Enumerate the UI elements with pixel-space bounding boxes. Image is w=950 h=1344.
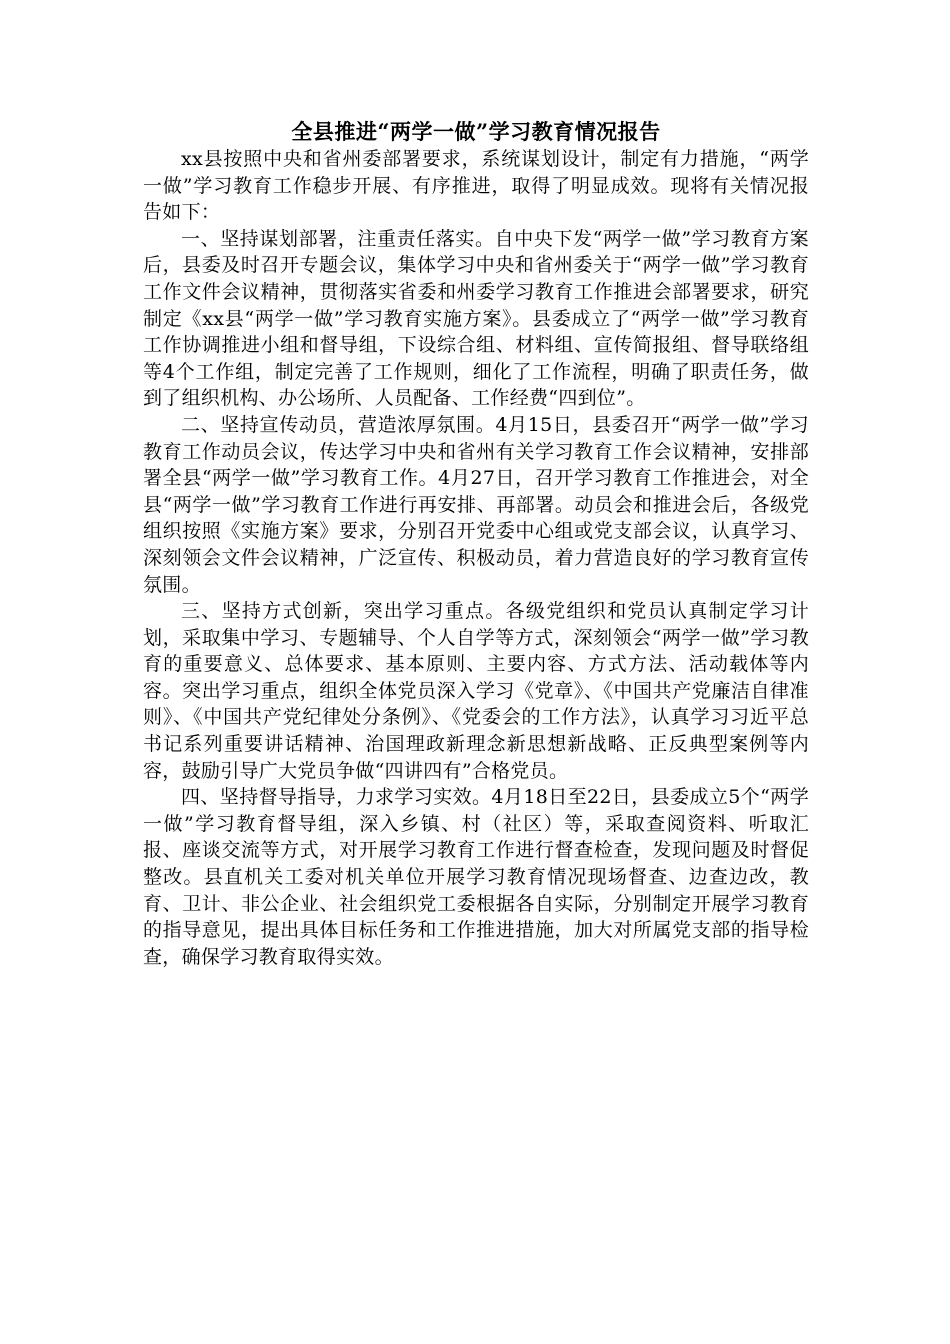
document-title: 全县推进“两学一做”学习教育情况报告: [291, 119, 661, 144]
section-4-paragraph: 四、坚持督导指导，力求学习实效。4月18日至22日，县委成立5个“两学一做”学习教育督导组，深入乡镇、村（社区）等，采取查阅资料、听取汇报、座谈交流等方式，对开展学习教育工作进行督查检查，发现问题及时督促整改。县直机关工委对机关单位开展学习教育情况现场督查、边查边改，教育、卫计、非公企业、社会组织党工委根据各自实际，分别制定开展学习教育的指导意见，提出具体目标任务和工作推进措施，加大对所属党支部的指导检查，确保学习教育取得实效。: [143, 786, 809, 968]
document-page: [143, 118, 809, 970]
section-2-paragraph: 二、坚持宣传动员，营造浓厚氛围。4月15日，县委召开“两学一做”学习教育工作动员会议，传达学习中央和省州有关学习教育工作会议精神，安排部署全县“两学一做”学习教育工作。4月27日，召开学习教育工作推进会，对全县“两学一做”学习教育工作进行再安排、再部署。动员会和推进会后，各级党组织按照《实施方案》要求，分别召开党委中心组或党支部会议，认真学习、深刻领会文件会议精神，广泛宣传、积极动员，着力营造良好的学习教育宣传氛围。: [143, 413, 809, 596]
intro-paragraph: xx县按照中央和省州委部署要求，系统谋划设计，制定有力措施，“两学一做”学习教育工作稳步开展、有序推进，取得了明显成效。现将有关情况报告如下：: [143, 148, 809, 224]
section-1-paragraph: 一、坚持谋划部署，注重责任落实。自中央下发“两学一做”学习教育方案后，县委及时召开专题会议，集体学习中央和省州委关于“两学一做”学习教育工作文件会议精神，贯彻落实省委和州委学习教育工作推进会部署要求，研究制定《xx县“两学一做”学习教育实施方案》。县委成立了“两学一做”学习教育工作协调推进小组和督导组，下设综合组、材料组、宣传简报组、督导联络组等4个工作组，制定完善了工作规则，细化了工作流程，明确了职责任务，做到了组织机构、办公场所、人员配备、工作经费“四到位”。: [143, 227, 809, 410]
section-3-paragraph: 三、坚持方式创新，突出学习重点。各级党组织和党员认真制定学习计划，采取集中学习、专题辅导、个人自学等方式，深刻领会“两学一做”学习教育的重要意义、总体要求、基本原则、主要内容、方式方法、活动载体等内容。突出学习重点，组织全体党员深入学习《党章》、《中国共产党廉洁自律准则》、《中国共产党纪律处分条例》、《党委会的工作方法》，认真学习习近平总书记系列重要讲话精神、治国理政新理念新思想新战略、正反典型案例等内容，鼓励引导广大党员争做“四讲四有”合格党员。: [143, 600, 809, 782]
